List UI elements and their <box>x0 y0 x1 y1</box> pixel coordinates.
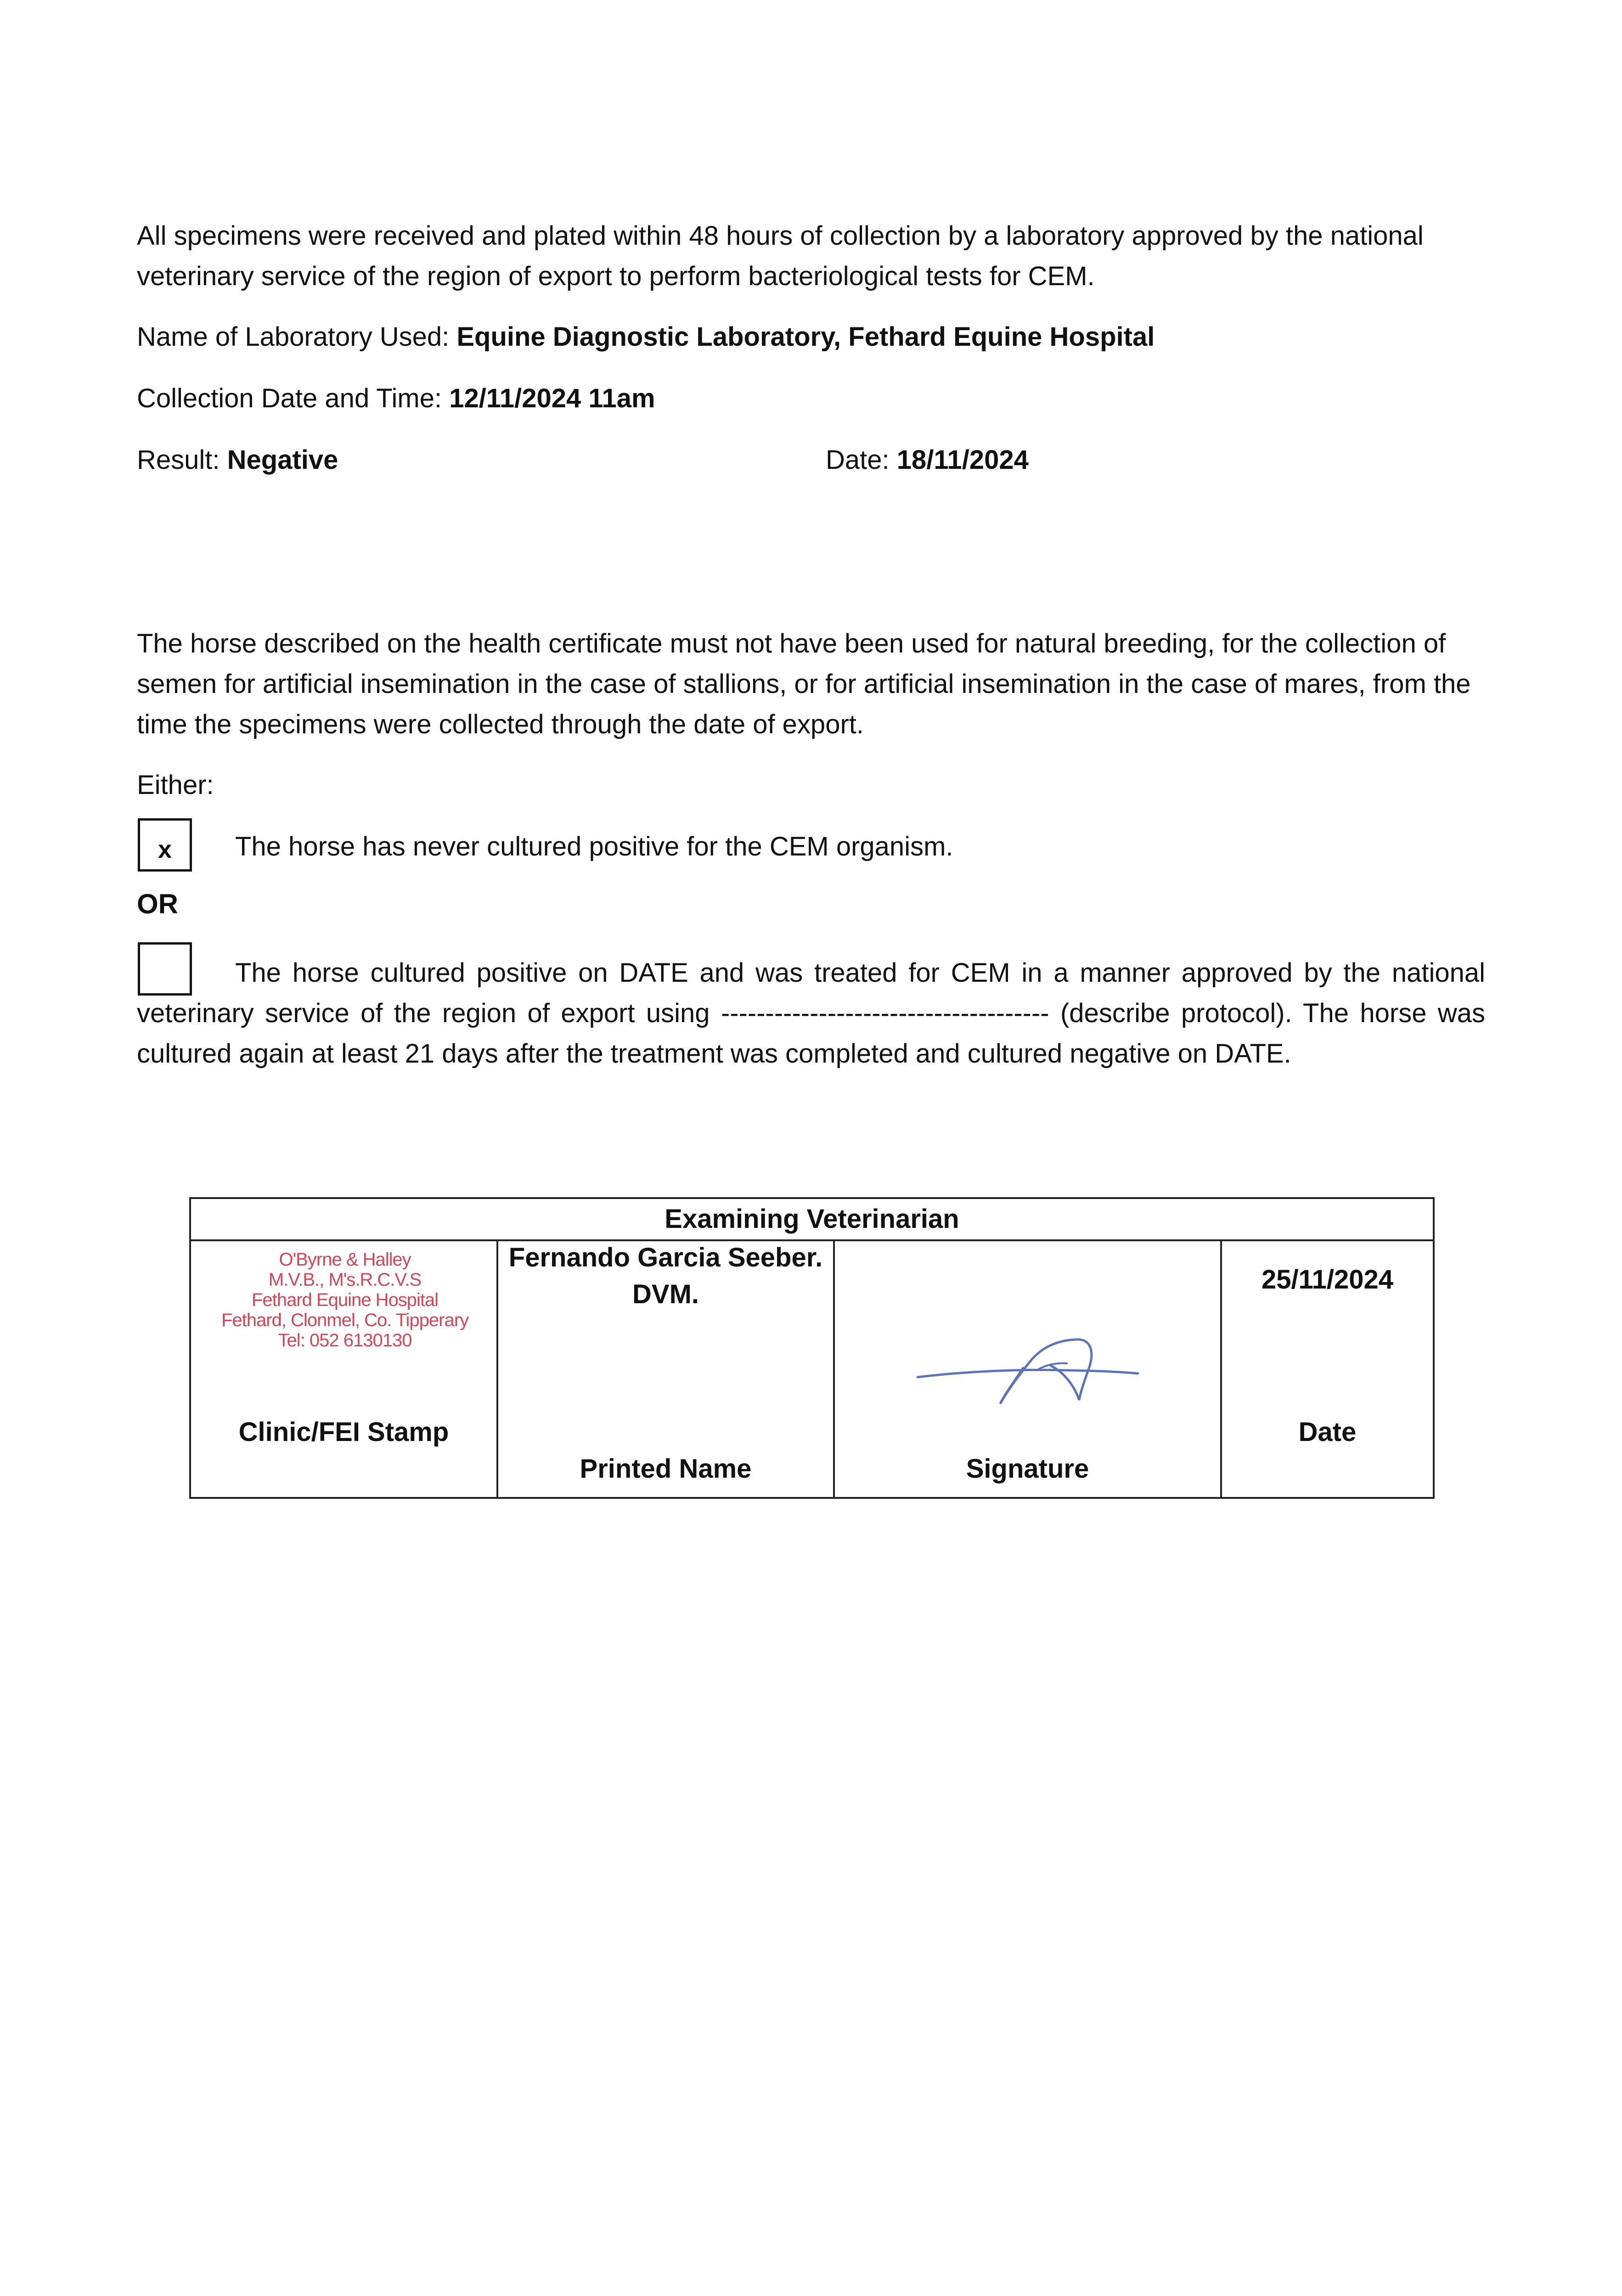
collection-value: 12/11/2024 11am <box>449 383 655 413</box>
laboratory-value: Equine Diagnostic Laboratory, Fethard Equine Hospital <box>456 322 1155 352</box>
result-value: Negative <box>227 445 338 475</box>
printed-name-label: Printed Name <box>580 1454 752 1484</box>
option2-text: The horse cultured positive on DATE and was treated for CEM in a manner approved by the national veterinary service of the region of export using ------------------------------------- (describe protocol). The horse was cultured again at least 21 days after the treatment was completed and cultured negative on DATE. <box>137 958 1485 1069</box>
result-date-line <box>826 440 1029 480</box>
signature-label: Signature <box>966 1454 1089 1484</box>
option2-paragraph <box>137 953 1485 1074</box>
collection-label: Collection Date and Time: <box>137 383 450 413</box>
stamp-cell <box>191 1239 498 1497</box>
name-cell <box>498 1239 835 1497</box>
table-title: Examining Veterinarian <box>191 1199 1433 1241</box>
result-label: Result: <box>137 445 227 475</box>
stamp-label: Clinic/FEI Stamp <box>238 1417 449 1447</box>
examining-veterinarian-table <box>189 1197 1435 1499</box>
option1-text: The horse has never cultured positive for the CEM organism. <box>235 832 953 861</box>
vet-name-line2: DVM. <box>632 1279 699 1309</box>
clinic-stamp: O'Byrne & Halley M.V.B., M's.R.C.V.S Fethard Equine Hospital Fethard, Clonmel, Co. Tipperary Tel: 052 6130130 <box>221 1249 469 1351</box>
handwritten-signature <box>908 1322 1147 1423</box>
collection-line <box>137 378 655 419</box>
date-label: Date <box>1298 1417 1357 1447</box>
date-cell <box>1222 1239 1433 1497</box>
breeding-paragraph: The horse described on the health certificate must not have been used for natural breeding, for the collection of semen for artificial insemination in the case of stallions, or for artificial insemination in the case of mares, from the time the specimens were collected through the date of export. <box>137 629 1471 739</box>
option1-checkbox[interactable]: x <box>138 818 192 872</box>
result-line <box>137 440 338 480</box>
result-date-value: 18/11/2024 <box>896 445 1029 475</box>
signing-date: 25/11/2024 <box>1261 1265 1394 1294</box>
either-label: Either: <box>137 770 214 800</box>
specimens-paragraph: All specimens were received and plated within 48 hours of collection by a laboratory approved by the national veterinary service of the region of export to perform bacteriological tests for CEM. <box>137 221 1424 291</box>
laboratory-line <box>137 317 1155 357</box>
result-date-label: Date: <box>826 445 897 475</box>
vet-name-line1: Fernando Garcia Seeber. <box>508 1243 823 1272</box>
signature-cell <box>835 1239 1222 1497</box>
or-label: OR <box>137 889 178 919</box>
laboratory-label: Name of Laboratory Used: <box>137 322 457 352</box>
